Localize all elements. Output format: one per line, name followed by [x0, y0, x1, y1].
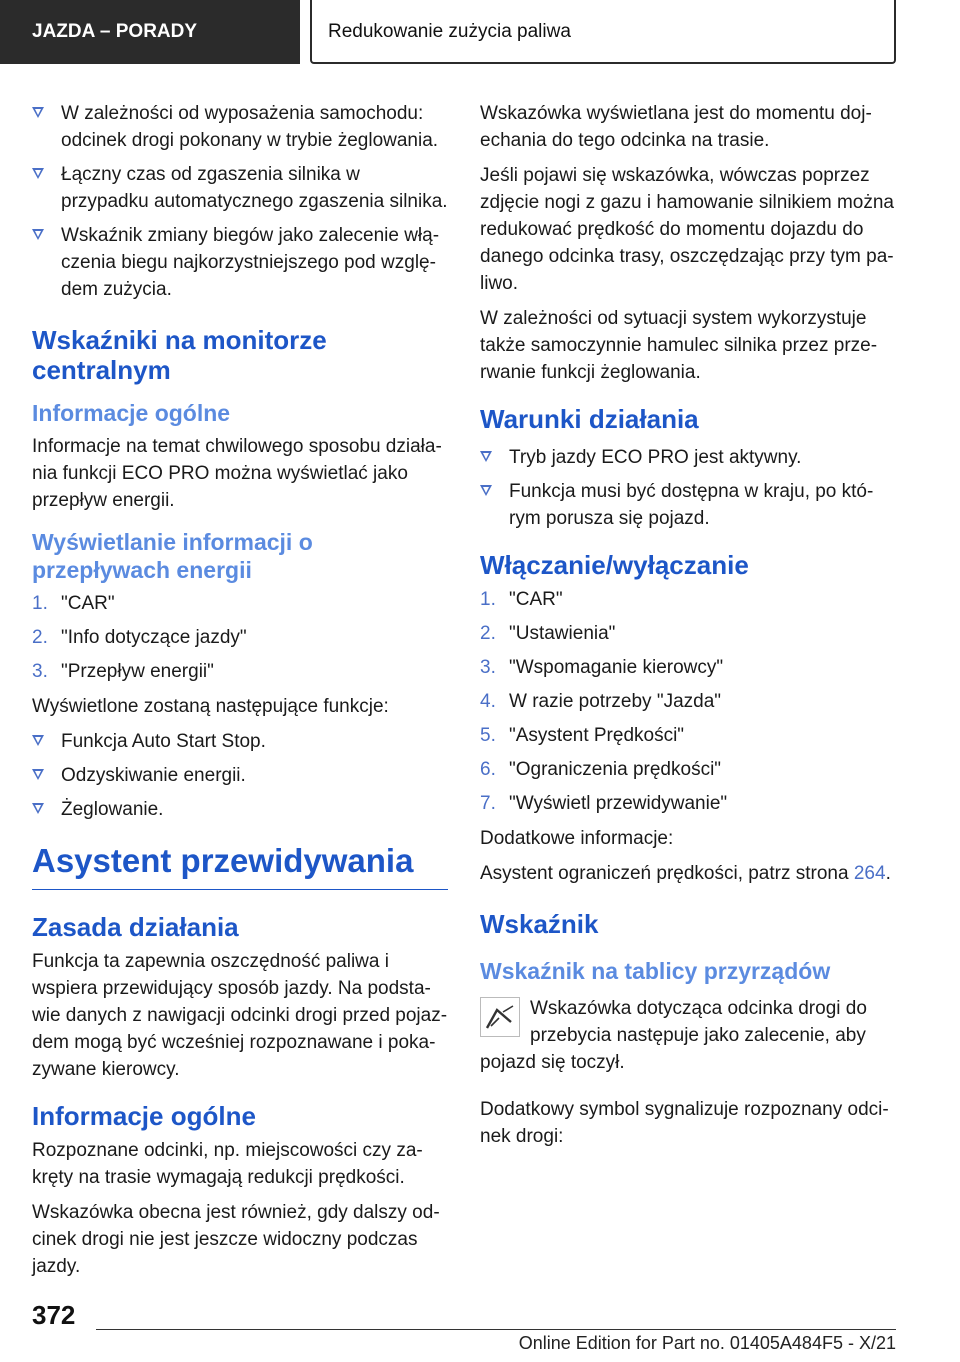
heading-conditions: Warunki działania	[480, 404, 699, 434]
left-column	[32, 100, 448, 1288]
list-item: 7. "Wyświetl przewidywanie"	[480, 793, 728, 814]
list-item: Wskaźnik zmiany biegów jako zalecenie włączenia biegu najkorzystniejszego pod względem zużycia.	[32, 222, 448, 303]
heading-principle: Zasada działania	[32, 912, 239, 942]
list-item: Odzyskiwanie energii.	[32, 762, 448, 789]
heading-general-info-2: Informacje ogólne	[32, 1101, 256, 1131]
steps-list	[32, 590, 448, 685]
paragraph: Wskazówka dotycząca odcinka drogi do przebycia następuje jako zalecenie, aby pojazd się toczył.	[480, 998, 867, 1073]
triangle-bullet-icon	[32, 769, 44, 780]
bullet-list-top	[32, 100, 448, 303]
triangle-bullet-icon	[480, 485, 492, 496]
page-link[interactable]: 264	[853, 863, 886, 884]
paragraph: Funkcja ta zapewnia oszczędność paliwa i wspiera przewidujący sposób jazdy. Na podstawie danych z nawigacji odcinki drogi przed pojazdem mogą być wcześniej rozpoznawane i pokazywane kierowcy.	[32, 951, 448, 1080]
heading-instrument-cluster: Wskaźnik na tablicy przyrządów	[480, 958, 831, 984]
paragraph: Dodatkowy symbol sygnalizuje rozpoznany odcinek drogi:	[480, 1099, 889, 1147]
list-item: 5. "Asystent Prędkości"	[480, 725, 685, 746]
triangle-bullet-icon	[32, 735, 44, 746]
list-item: Funkcja Auto Start Stop.	[32, 728, 448, 755]
paragraph: Wskazówka wyświetlana jest do momentu dojechania do tego odcinka na trasie.	[480, 103, 872, 151]
list-item: Tryb jazdy ECO PRO jest aktywny.	[480, 444, 896, 471]
page-number: 372	[32, 1300, 76, 1330]
list-item: Żeglowanie.	[32, 796, 448, 823]
heading-predictive-assistant: Asystent przewidywania	[32, 841, 448, 890]
list-item: 2. "Ustawienia"	[480, 623, 616, 644]
triangle-bullet-icon	[32, 229, 44, 240]
triangle-bullet-icon	[480, 451, 492, 462]
functions-list	[32, 728, 448, 823]
heading-energy-flow: Wyświetlanie informacji o przepływach energii	[32, 529, 313, 583]
paragraph: Dodatkowe informacje:	[480, 828, 674, 849]
list-item: 3. "Wspomaganie kierowcy"	[480, 657, 724, 678]
right-column	[480, 100, 896, 1158]
list-item: 2. "Info dotyczące jazdy"	[32, 627, 247, 648]
on-off-steps	[480, 586, 896, 817]
cluster-note	[480, 995, 896, 1076]
list-item: 1. "CAR"	[480, 589, 563, 610]
conditions-list	[480, 444, 896, 532]
list-item: 6. "Ograniczenia prędkości"	[480, 759, 722, 780]
edition-footer: Online Edition for Part no. 01405A484F5 - X/21	[518, 1333, 896, 1353]
list-item: 3. "Przepływ energii"	[32, 661, 214, 682]
page-header	[0, 0, 960, 64]
heading-indicators: Wskaźniki na monitorze centralnym	[32, 325, 327, 385]
triangle-bullet-icon	[32, 168, 44, 179]
paragraph: Informacje na temat chwilowego sposobu działania funkcji ECO PRO można wyświetlać jako przepływ energii.	[32, 436, 442, 511]
list-item: 1. "CAR"	[32, 593, 115, 614]
heading-indicator: Wskaźnik	[480, 909, 599, 939]
list-item: Łączny czas od zgaszenia silnika w przypadku automatycznego zgaszenia silnika.	[32, 161, 448, 215]
paragraph-reference: Asystent ograniczeń prędkości, patrz strona 264.	[480, 863, 891, 884]
triangle-bullet-icon	[32, 107, 44, 118]
paragraph: Rozpoznane odcinki, np. miejscowości czy zakręty na trasie wymagają redukcji prędkości.	[32, 1140, 423, 1188]
paragraph: Wyświetlone zostaną następujące funkcje:	[32, 696, 389, 717]
heading-on-off: Włączanie/wyłączanie	[480, 550, 749, 580]
list-item: Funkcja musi być dostępna w kraju, po którym porusza się pojazd.	[480, 478, 896, 532]
section-tab: JAZDA – PORADY	[0, 0, 300, 64]
footer-divider	[96, 1329, 896, 1330]
road-curve-warning-icon	[480, 997, 520, 1037]
triangle-bullet-icon	[32, 803, 44, 814]
chapter-title: Redukowanie zużycia paliwa	[310, 0, 896, 64]
paragraph: Jeśli pojawi się wskazówka, wówczas poprzez zdjęcie nogi z gazu i hamowanie silnikiem można redukować prędkość do momentu dojazdu do danego odcinka trasy, oszczędzając przy tym paliwo.	[480, 165, 894, 294]
paragraph: W zależności od sytuacji system wykorzystuje także samoczynnie hamulec silnika przez przerwanie funkcji żeglowania.	[480, 308, 878, 383]
heading-general-info: Informacje ogólne	[32, 400, 231, 426]
list-item: 4. W razie potrzeby "Jazda"	[480, 691, 722, 712]
list-item: W zależności od wyposażenia samochodu: odcinek drogi pokonany w trybie żeglowania.	[32, 100, 448, 154]
paragraph: Wskazówka obecna jest również, gdy dalszy odcinek drogi nie jest jeszcze widoczny podczas jazdy.	[32, 1202, 440, 1277]
